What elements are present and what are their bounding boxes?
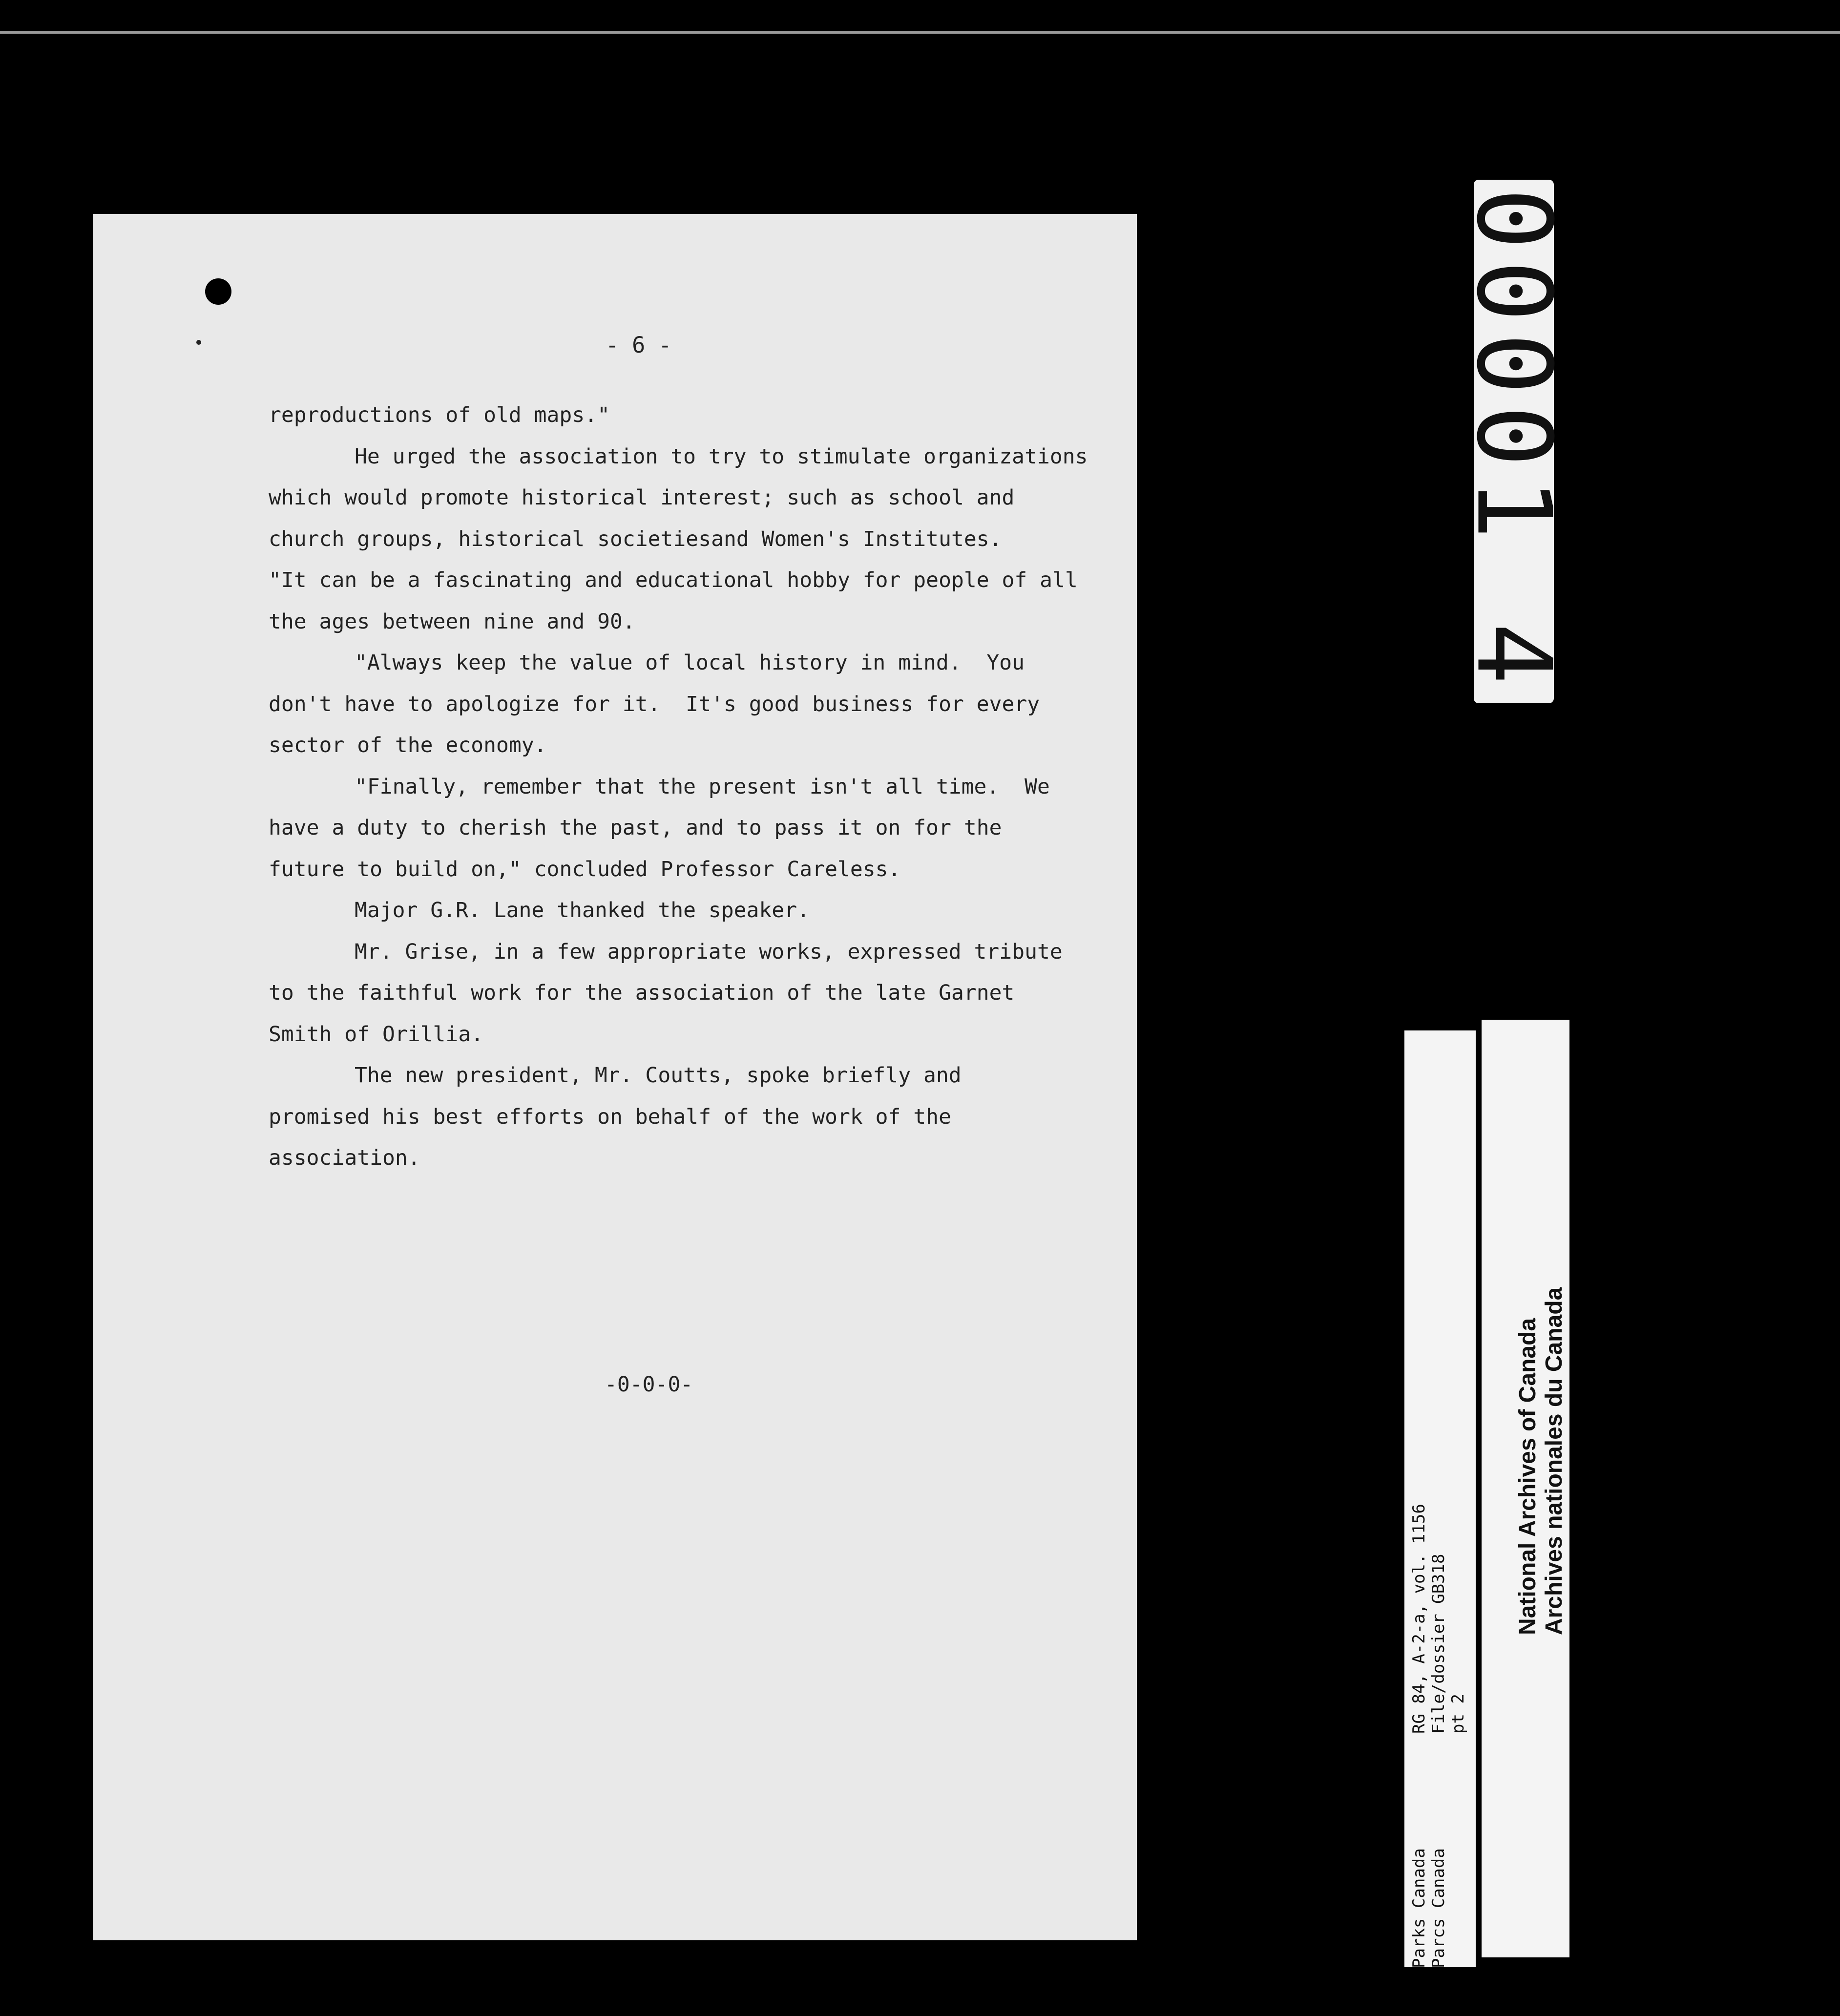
frame-number: 00001 4 bbox=[1454, 188, 1574, 695]
text-line: Major G.R. Lane thanked the speaker. bbox=[355, 898, 810, 923]
text-line: "It can be a fascinating and educational hobby for people of all bbox=[269, 568, 1078, 592]
page-number: - 6 - bbox=[606, 332, 672, 358]
text-line: reproductions of old maps." bbox=[269, 403, 610, 427]
agency-block bbox=[1409, 1848, 1448, 1968]
reference-line-1: RG 84, A-2-a, vol. 1156 bbox=[1409, 1504, 1429, 1734]
text-line: to the faithful work for the association of the late Garnet bbox=[269, 981, 1015, 1005]
reference-line-2: File/dossier GB318 bbox=[1429, 1554, 1448, 1734]
text-line: "Finally, remember that the present isn't all time. We bbox=[355, 774, 1050, 799]
archives-line-1: National Archives of Canada bbox=[1515, 1318, 1541, 1635]
archives-line-2: Archives nationales du Canada bbox=[1541, 1287, 1567, 1635]
reference-line-3: pt 2 bbox=[1448, 1694, 1468, 1734]
punch-mark bbox=[196, 340, 201, 345]
reference-block bbox=[1409, 1504, 1468, 1734]
reference-strip bbox=[1404, 1030, 1476, 1967]
text-line: "Always keep the value of local history in mind. You bbox=[355, 651, 1025, 675]
text-line: future to build on," concluded Professor Careless. bbox=[269, 857, 901, 882]
frame-number-tag bbox=[1454, 180, 1574, 703]
agency-line-2: Parcs Canada bbox=[1429, 1848, 1448, 1968]
punch-hole bbox=[205, 278, 231, 305]
text-line: church groups, historical societiesand Women's Institutes. bbox=[269, 526, 1002, 551]
text-line: Smith of Orillia. bbox=[269, 1022, 484, 1047]
text-line: the ages between nine and 90. bbox=[269, 609, 635, 634]
text-line: have a duty to cherish the past, and to pass it on for the bbox=[269, 816, 1002, 840]
text-line: don't have to apologize for it. It's good business for every bbox=[269, 692, 1040, 716]
agency-line-1: Parks Canada bbox=[1409, 1848, 1429, 1968]
archives-block bbox=[1515, 1287, 1568, 1635]
text-line: The new president, Mr. Coutts, spoke briefly and bbox=[355, 1063, 962, 1088]
archives-strip bbox=[1482, 1020, 1569, 1957]
text-line: promised his best efforts on behalf of the work of the bbox=[269, 1104, 951, 1129]
text-line: He urged the association to try to stimulate organizations bbox=[355, 444, 1088, 469]
text-line: Mr. Grise, in a few appropriate works, expressed tribute bbox=[355, 939, 1063, 964]
text-line: association. bbox=[269, 1146, 420, 1170]
text-line: sector of the economy. bbox=[269, 733, 547, 757]
document-body bbox=[269, 395, 1099, 1179]
film-edge-line bbox=[0, 31, 1840, 34]
text-line: which would promote historical interest; such as school and bbox=[269, 485, 1015, 510]
closing-mark: -0-0-0- bbox=[605, 1372, 693, 1397]
